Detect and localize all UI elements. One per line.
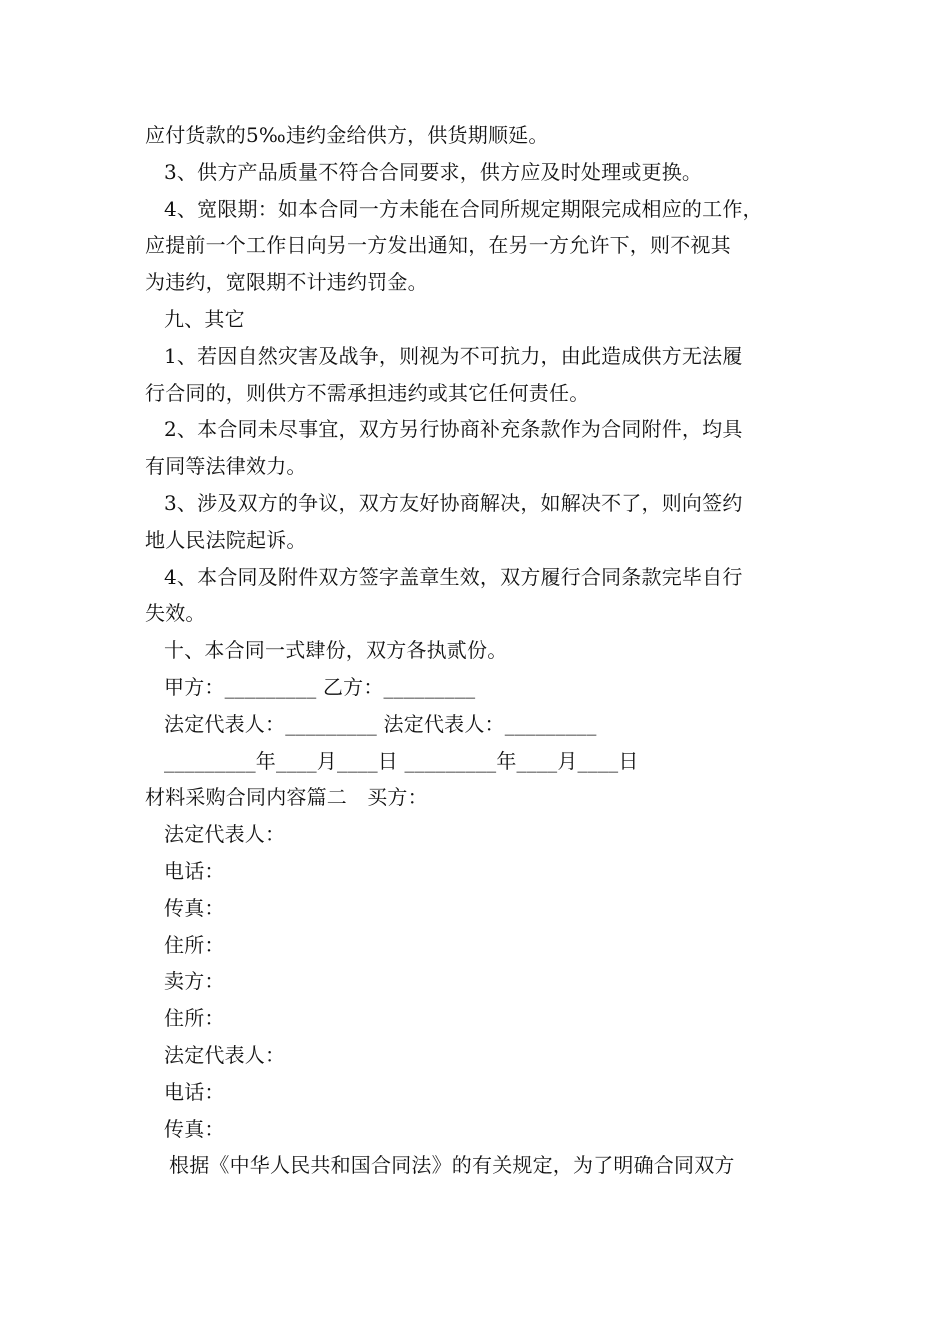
section-heading-other: 九、其它 [164,306,245,331]
buyer-fax-field: 传真： [164,895,225,920]
section-heading-copies: 十、本合同一式肆份，双方各执贰份。 [164,638,508,663]
text-line-7: 1、若因自然灾害及战争，则视为不可抗力，由此造成供方无法履 [164,343,743,368]
signature-parties: 甲方：_________ 乙方：_________ [164,674,476,699]
seller-address-field: 住所： [164,1006,225,1031]
text-line-1: 应付货款的5‰违约金给供方，供货期顺延。 [145,123,549,147]
text-line-29: 根据《中华人民共和国合同法》的有关规定，为了明确合同双方 [169,1153,735,1178]
seller-label: 卖方： [164,969,225,994]
text-line-12: 地人民法院起诉。 [145,527,307,552]
signature-representatives: 法定代表人：_________ 法定代表人：_________ [164,711,597,736]
text-line-14: 失效。 [145,601,206,626]
seller-representative-field: 法定代表人： [164,1042,286,1067]
buyer-representative-field: 法定代表人： [164,822,286,847]
signature-dates: _________年____月____日 _________年____月____日 [164,748,639,773]
document-body [145,117,815,1184]
seller-phone-field: 电话： [164,1079,225,1104]
text-line-8: 行合同的，则供方不需承担违约或其它任何责任。 [145,380,590,405]
seller-fax-field: 传真： [164,1116,225,1141]
text-line-9: 2、本合同未尽事宜，双方另行协商补充条款作为合同附件，均具 [164,417,743,442]
text-line-3: 4、宽限期：如本合同一方未能在合同所规定期限完成相应的工作， [164,196,763,221]
text-line-13: 4、本合同及附件双方签字盖章生效，双方履行合同条款完毕自行 [164,564,743,589]
buyer-phone-field: 电话： [164,858,225,883]
section-heading-part-two: 材料采购合同内容篇二 买方： [145,785,428,810]
text-line-11: 3、涉及双方的争议，双方友好协商解决，如解决不了，则向签约 [164,490,743,515]
text-line-10: 有同等法律效力。 [145,454,307,479]
text-line-2: 3、供方产品质量不符合合同要求，供方应及时处理或更换。 [164,159,703,184]
buyer-address-field: 住所： [164,932,225,957]
text-line-4: 应提前一个工作日向另一方发出通知，在另一方允许下，则不视其 [145,233,731,258]
text-line-5: 为违约，宽限期不计违约罚金。 [145,270,428,295]
